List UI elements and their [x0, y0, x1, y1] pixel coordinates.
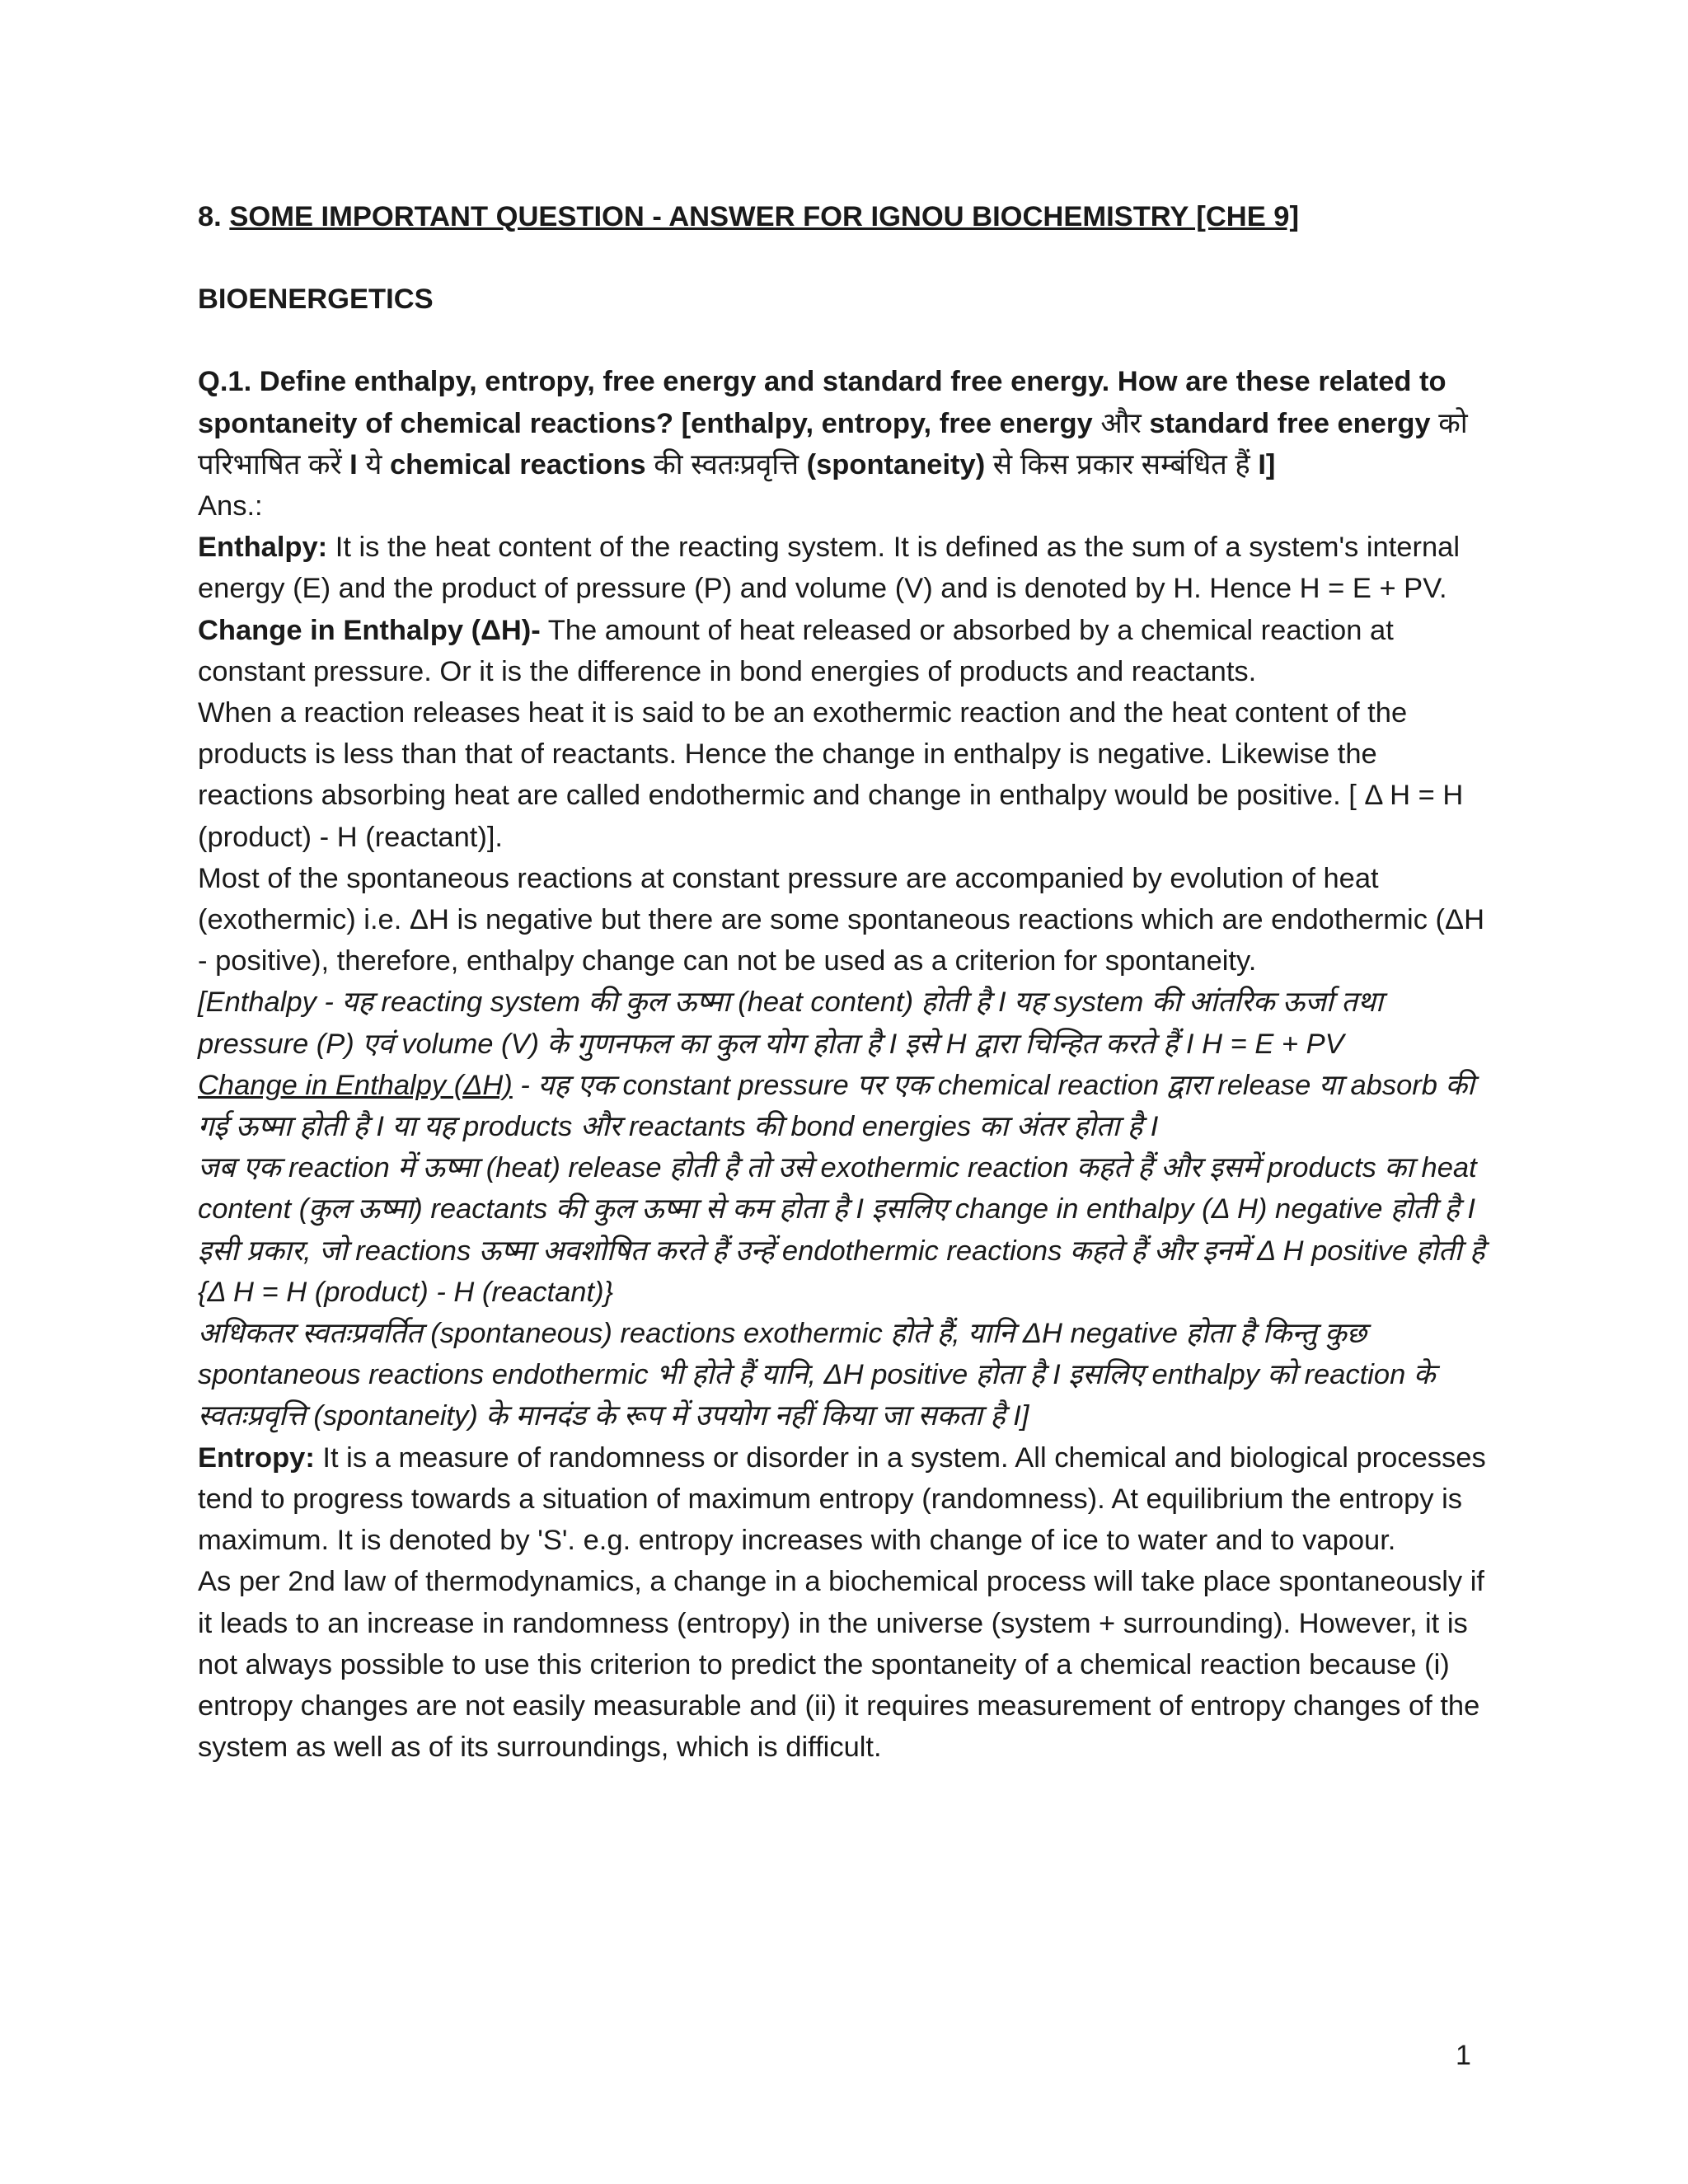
spacer — [198, 237, 1500, 279]
paragraph-exothermic: When a reaction releases heat it is said to be an exothermic reaction and the heat content of the products is less than that of reactants. Hence the change in enthalpy is negative. Likewise the reactions absorbing heat are called endothermic and change in enthalpy would be positive. [ Δ H = H (product) - H (reactant)]. — [198, 697, 1464, 853]
paragraph-text: It is the heat content of the reacting system. It is defined as the sum of a system's internal energy (E) and the product of pressure (P) and volume (V) and is denoted by H. Hence H = E + PV. — [198, 532, 1461, 605]
hindi-enthalpy: [Enthalpy - यह reacting system की कुल ऊष्मा (heat content) होती है I यह system की आंतरिक ऊर्जा तथा pressure (P) एवं volume (V) के गुणनफल का कुल योग होता है I इसे H द्वारा चिन्हित करते हैं I H = E + PV — [198, 987, 1383, 1060]
term-label: Change in Enthalpy (ΔH) — [198, 1069, 513, 1101]
document-title — [198, 196, 1500, 237]
answer-label: Ans.: — [198, 490, 263, 523]
paragraph-spontaneous: Most of the spontaneous reactions at constant pressure are accompanied by evolution of heat (exothermic) i.e. ΔH is negative but there are some spontaneous reactions which are endothermic (ΔH - positive), therefore, enthalpy change can not be used as a criterion for spontaneity. — [198, 862, 1484, 977]
question-hindi: को परिभाषित करें — [198, 407, 1468, 480]
question-part: I] — [1250, 448, 1276, 480]
paragraph-second-law: As per 2nd law of thermodynamics, a change in a biochemical process will take place spontaneously if it leads to an increase in randomness (entropy) in the universe (system + surrounding). However, it is not always possible to use this criterion to predict the spontaneity of a chemical reaction because (i) entropy changes are not easily measurable and (ii) it requires measurement of entropy changes of the system as well as of its surroundings, which is difficult. — [198, 1566, 1484, 1764]
paragraph-change-enthalpy — [198, 610, 1500, 692]
section-heading: BIOENERGETICS — [198, 284, 434, 316]
page-number: 1 — [1456, 2040, 1471, 2071]
paragraph-entropy — [198, 1437, 1500, 1562]
question-hindi: की स्वतःप्रवृत्ति — [654, 448, 799, 480]
question-part: (spontaneity) — [799, 448, 993, 480]
question-hindi: से किस प्रकार सम्बंधित हैं — [992, 448, 1250, 480]
title-number: 8. — [198, 201, 230, 232]
question-hindi: ये — [365, 448, 382, 480]
paragraph-enthalpy — [198, 527, 1500, 609]
hindi-spontaneous: अधिकतर स्वतःप्रवर्तित (spontaneous) reactions exothermic होते हैं, यानि ΔH negative होता है किन्तु कुछ spontaneous reactions endothermic भी होते हैं यानि, ΔH positive होता है I इसलिए enthalpy को reaction के स्वतःप्रवृत्ति (spontaneity) के मानदंड के रूप में उपयोग नहीं किया जा सकता है I] — [198, 1318, 1436, 1432]
question-hindi: और — [1100, 407, 1142, 439]
document-body — [198, 196, 1500, 1768]
paragraph-text: - यह एक constant pressure पर एक chemical reaction द्वारा release या absorb की गई ऊष्मा होती है I या यह products और reactants की bond energies का अंतर होता है I — [198, 1069, 1475, 1143]
spacer — [198, 320, 1500, 361]
term-label: Entropy: — [198, 1441, 315, 1474]
hindi-exothermic: जब एक reaction में ऊष्मा (heat) release होती है तो उसे exothermic reaction कहते हैं और इसमें products का heat content (कुल ऊष्मा) reactants की कुल ऊष्मा से कम होता है I इसलिए change in enthalpy (Δ H) negative होती है I इसी प्रकार, जो reactions ऊष्मा अवशोषित करते हैं उन्हें endothermic reactions कहते हैं और इनमें Δ H positive होती है {Δ H = H (product) - H (reactant)} — [198, 1152, 1485, 1308]
paragraph-text: It is a measure of randomness or disorder in a system. All chemical and biological processes tend to progress towards a situation of maximum entropy (randomness). At equilibrium the entropy is maximum. It is denoted by 'S'. e.g. entropy increases with change of ice to water and to vapour. — [198, 1441, 1486, 1557]
title-text: SOME IMPORTANT QUESTION - ANSWER FOR IGNOU BIOCHEMISTRY [CHE 9] — [229, 201, 1299, 232]
hindi-change-enthalpy — [198, 1065, 1500, 1147]
question-text — [198, 361, 1500, 485]
term-label: Enthalpy: — [198, 532, 328, 564]
question-part: Q.1. Define enthalpy, entropy, free energy and standard free energy. How are these related to spontaneity of chemical reactions? [enthalpy, entropy, free energy — [198, 366, 1447, 439]
question-part: I — [341, 448, 366, 480]
question-part: chemical reactions — [382, 448, 654, 480]
paragraph-text: The amount of heat released or absorbed by a chemical reaction at constant pressure. Or it is the difference in bond energies of products and reactants. — [198, 614, 1394, 687]
question-part: standard free energy — [1141, 407, 1439, 439]
term-label: Change in Enthalpy (ΔH)- — [198, 614, 541, 646]
